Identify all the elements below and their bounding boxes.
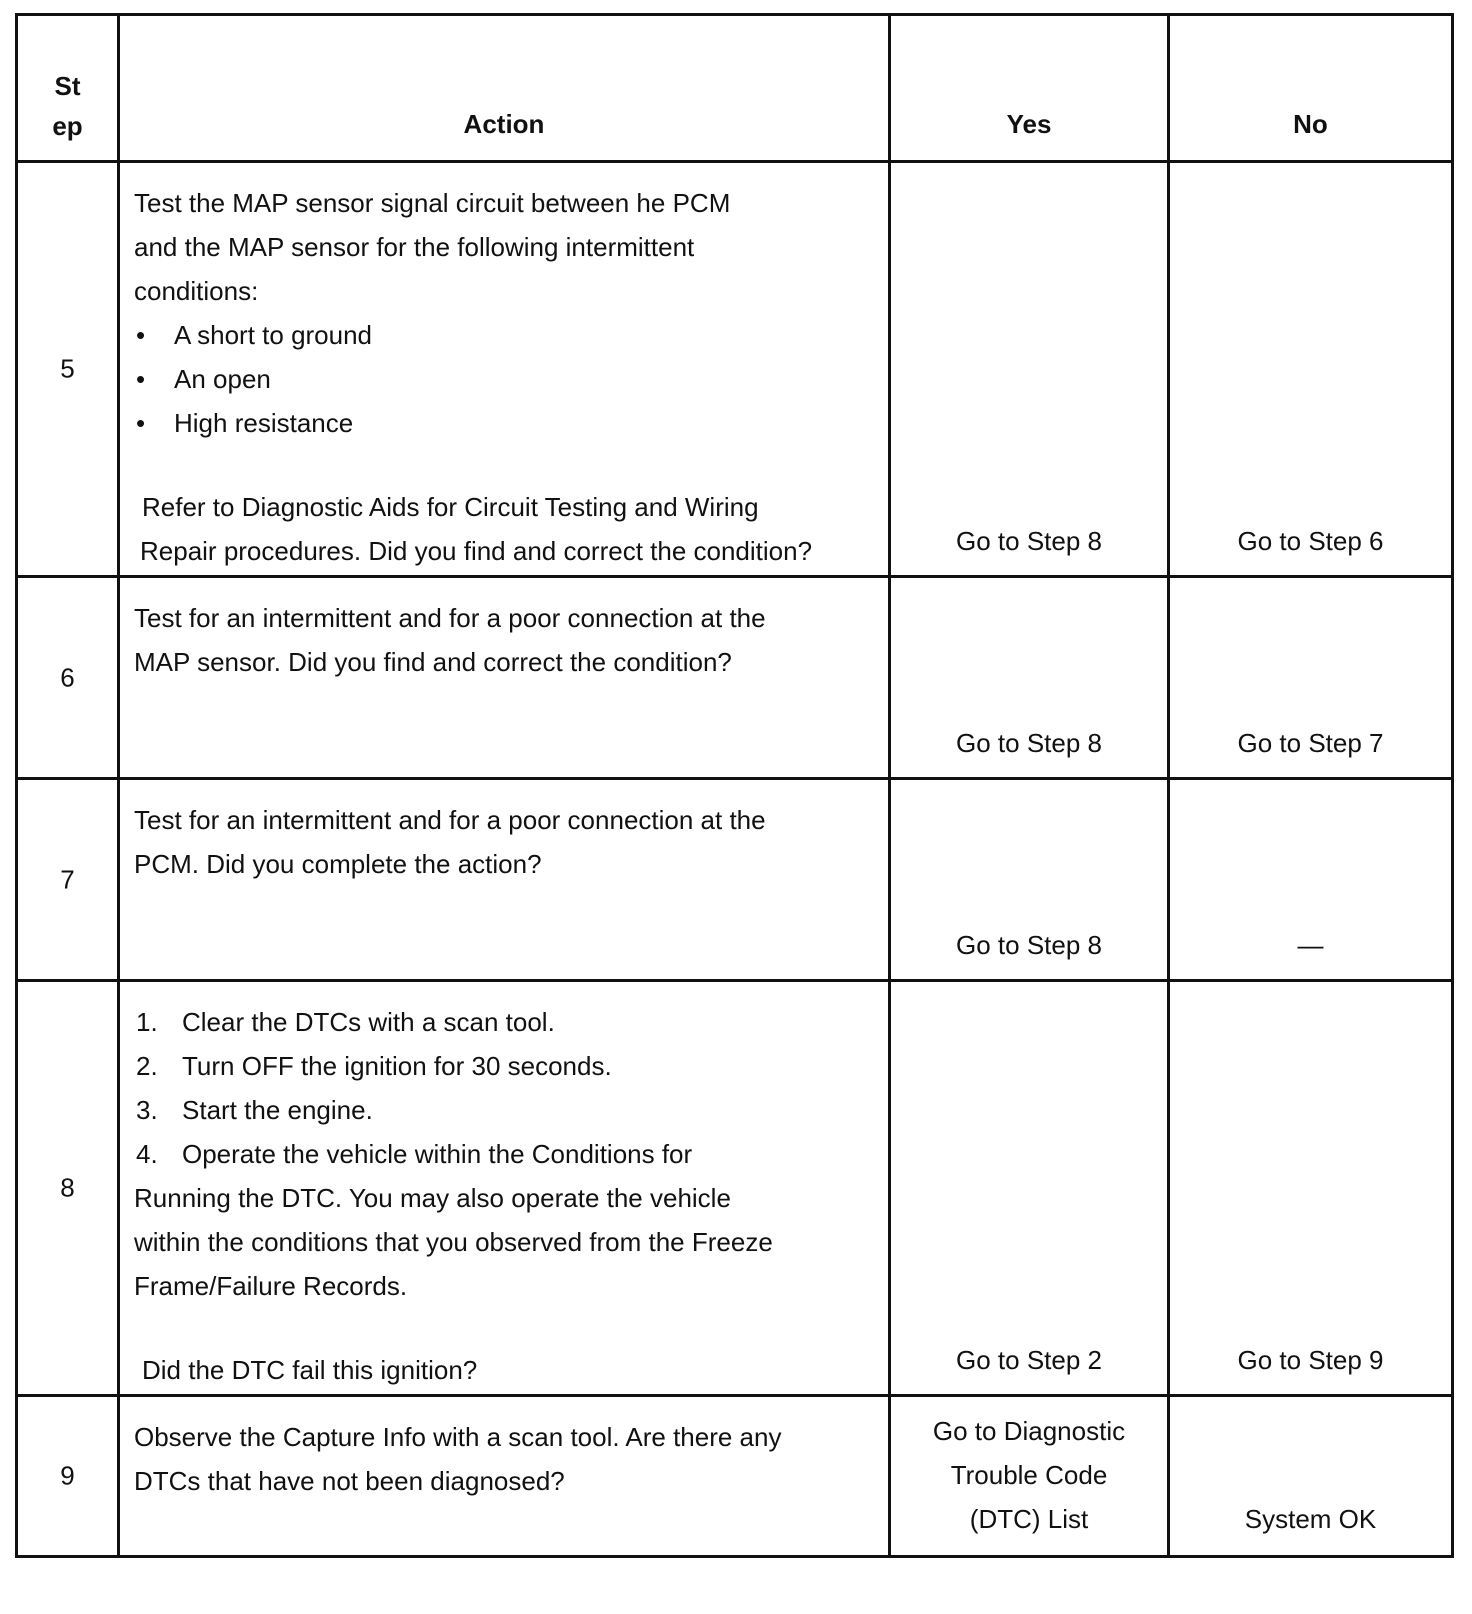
action-cell xyxy=(119,577,890,779)
step-cell: 9 xyxy=(17,1396,119,1557)
no-cell: Go to Step 9 xyxy=(1169,981,1453,1396)
list-item: • A short to ground xyxy=(136,320,373,350)
step-cell: 7 xyxy=(17,779,119,981)
no-cell: Go to Step 6 xyxy=(1169,162,1453,577)
action-question: Did the DTC fail this ignition? xyxy=(142,1355,478,1385)
table-row xyxy=(17,577,1453,779)
table-row xyxy=(17,162,1453,577)
action-line: within the conditions that you observed from the Freeze xyxy=(134,1227,773,1257)
step-cell: 5 xyxy=(17,162,119,577)
header-step-line1: St xyxy=(54,71,81,101)
action-line: DTCs that have not been diagnosed? xyxy=(134,1466,565,1496)
action-line: PCM. Did you complete the action? xyxy=(134,849,542,879)
action-line: Test for an intermittent and for a poor connection at the xyxy=(134,603,766,633)
action-cell xyxy=(119,1396,890,1557)
action-line: Test for an intermittent and for a poor connection at the xyxy=(134,805,766,835)
yes-cell xyxy=(890,1396,1169,1557)
step-cell: 8 xyxy=(17,981,119,1396)
header-no: No xyxy=(1169,15,1453,162)
condition-list xyxy=(134,313,874,445)
header-action: Action xyxy=(119,15,890,162)
table-row xyxy=(17,1396,1453,1557)
action-line: Refer to Diagnostic Aids for Circuit Testing and Wiring xyxy=(142,492,759,522)
header-yes: Yes xyxy=(890,15,1169,162)
table-row xyxy=(17,779,1453,981)
action-line: and the MAP sensor for the following intermittent xyxy=(134,232,695,262)
procedure-list xyxy=(134,1000,874,1176)
table-row xyxy=(17,981,1453,1396)
list-item: 4. Operate the vehicle within the Conditions for xyxy=(136,1139,693,1169)
list-item: 3. Start the engine. xyxy=(136,1095,373,1125)
action-line: MAP sensor. Did you find and correct the condition? xyxy=(134,647,732,677)
action-line: Observe the Capture Info with a scan tool. Are there any xyxy=(134,1422,782,1452)
header-step xyxy=(17,15,119,162)
action-line: Test the MAP sensor signal circuit between he PCM xyxy=(134,188,731,218)
header-step-line2: ep xyxy=(52,111,83,141)
yes-line: Go to Diagnostic xyxy=(932,1416,1126,1446)
yes-cell: Go to Step 8 xyxy=(890,779,1169,981)
action-line: conditions: xyxy=(134,276,259,306)
diagnostic-table xyxy=(15,13,1454,1558)
yes-cell: Go to Step 2 xyxy=(890,981,1169,1396)
yes-line: (DTC) List xyxy=(969,1504,1089,1534)
action-cell xyxy=(119,981,890,1396)
list-item: • High resistance xyxy=(136,408,354,438)
list-item: • An open xyxy=(136,364,271,394)
action-line: Frame/Failure Records. xyxy=(134,1271,408,1301)
action-cell xyxy=(119,779,890,981)
list-item: 1. Clear the DTCs with a scan tool. xyxy=(136,1007,555,1037)
yes-line: Trouble Code xyxy=(950,1460,1108,1490)
action-line: Running the DTC. You may also operate the vehicle xyxy=(134,1183,731,1213)
action-cell xyxy=(119,162,890,577)
list-item: 2. Turn OFF the ignition for 30 seconds. xyxy=(136,1051,612,1081)
step-cell: 6 xyxy=(17,577,119,779)
no-cell: — xyxy=(1169,779,1453,981)
no-cell: Go to Step 7 xyxy=(1169,577,1453,779)
yes-cell: Go to Step 8 xyxy=(890,577,1169,779)
header-row xyxy=(17,15,1453,162)
action-line: Repair procedures. Did you find and correct the condition? xyxy=(140,536,813,566)
no-cell: System OK xyxy=(1169,1396,1453,1557)
yes-cell: Go to Step 8 xyxy=(890,162,1169,577)
